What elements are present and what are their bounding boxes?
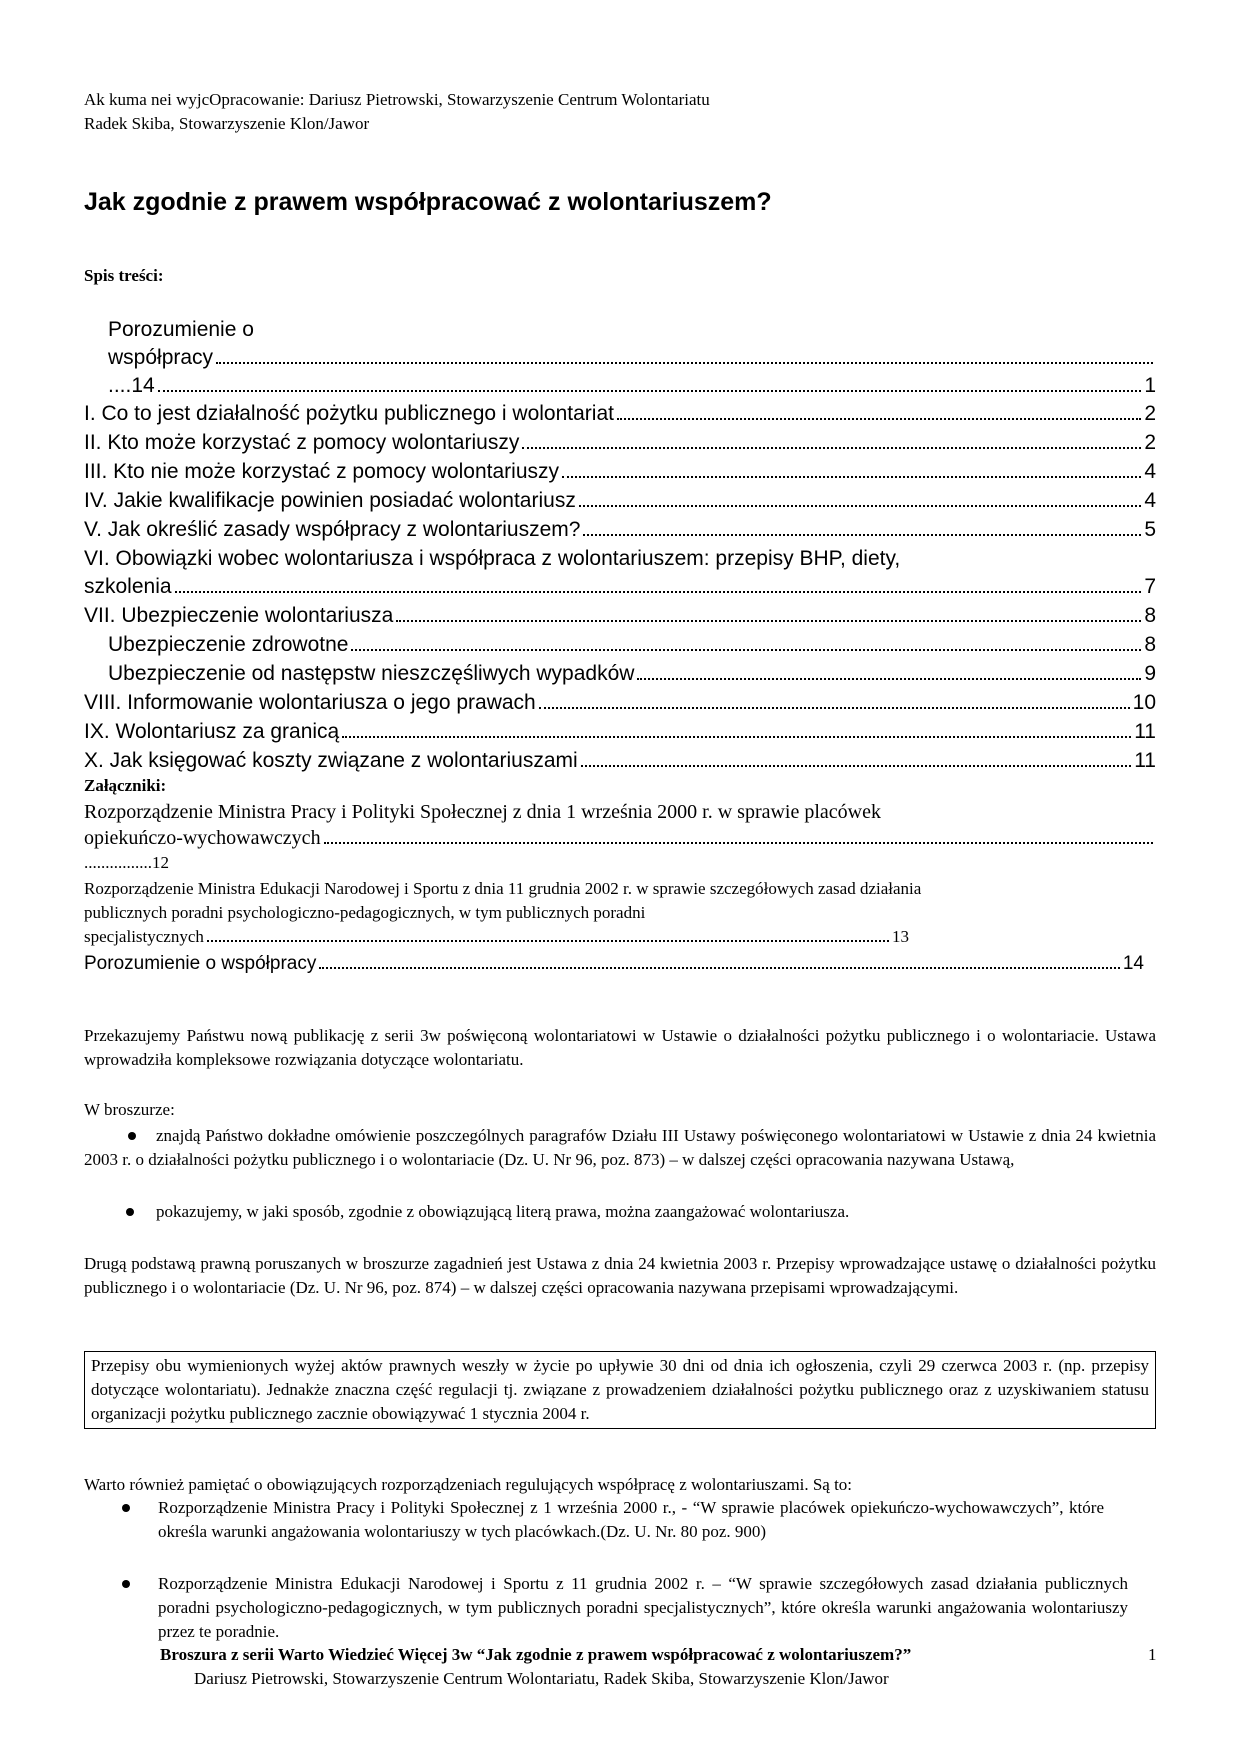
- toc-item-label: VII. Ubezpieczenie wolontariusza: [84, 604, 394, 627]
- toc-subitem[interactable]: [108, 660, 1156, 688]
- toc-item-page: 5: [1144, 518, 1156, 541]
- toc-item-label: Porozumienie o współpracy: [84, 953, 317, 974]
- bullet-item: pokazujemy, w jaki sposób, zgodnie z obowiązującą literą prawa, można zaangażować wolontariusza.: [156, 1202, 850, 1221]
- bullet-item: Rozporządzenie Ministra Edukacji Narodowej i Sportu z 11 grudnia 2002 r. – “W sprawie szczegółowych zasad działania publicznych poradni psychologiczno-pedagogicznych, w tym publicznych poradni specjalistycznych”, które określa warunki angażowania wolontariuszy przez te poradnie.: [158, 1574, 1128, 1641]
- attachment-2-line2[interactable]: publicznych poradni psychologiczno-pedagogicznych, w tym publicznych poradni: [84, 903, 646, 922]
- toc-leader: [207, 940, 889, 942]
- toc-item-page: 2: [1144, 431, 1156, 454]
- toc-item-label: Ubezpieczenie od następstw nieszczęśliwych wypadków: [108, 662, 635, 685]
- toc-item-page: 4: [1144, 489, 1156, 512]
- toc-leader: [579, 505, 1141, 507]
- toc-item-page: 13: [892, 927, 909, 946]
- toc-item-label: Ubezpieczenie zdrowotne: [108, 633, 349, 656]
- toc-item-label: szkolenia: [84, 575, 172, 598]
- footer-authors: Dariusz Pietrowski, Stowarzyszenie Centrum Wolontariatu, Radek Skiba, Stowarzyszenie Klon/Jawor: [194, 1669, 889, 1688]
- toc-item-page: 8: [1144, 633, 1156, 656]
- regulations-intro: Warto również pamiętać o obowiązujących rozporządzeniach regulujących współpracę z wolontariuszami. Są to:: [84, 1475, 853, 1494]
- bullet-item: Rozporządzenie Ministra Pracy i Polityki Społecznej z 1 września 2000 r., - “W sprawie placówek opiekuńczo-wychowawczych”, które określa warunki angażowania wolontariuszy w tych placówkach.(Dz. U. Nr. 80 poz. 900): [158, 1498, 1104, 1541]
- intro-paragraph: Przekazujemy Państwu nową publikację z serii 3w poświęconą wolontariatowi w Ustawie o działalności pożytku publicznego i o wolontariacie. Ustawa wprowadziła kompleksowe rozwiązania dotyczące wolontariatu.: [84, 1026, 1156, 1069]
- toc-item-label: V. Jak określić zasady współpracy z wolontariuszem?: [84, 518, 581, 541]
- attachments-heading: Załączniki:: [84, 776, 167, 795]
- toc-item-label: specjalistycznych: [84, 927, 204, 946]
- toc-leader: [562, 476, 1141, 478]
- attachment-3[interactable]: [84, 951, 1144, 977]
- header-line-1: Ak kuma nei wyjcOpracowanie: Dariusz Pietrowski, Stowarzyszenie Centrum Wolontariatu: [84, 90, 710, 109]
- toc-item[interactable]: [84, 573, 1156, 601]
- toc-item[interactable]: [84, 516, 1156, 544]
- toc-item-page: 8: [1144, 604, 1156, 627]
- toc-item[interactable]: [84, 487, 1156, 515]
- toc-leader: [617, 418, 1141, 420]
- toc-item-page: 7: [1144, 575, 1156, 598]
- attachment-2-line1[interactable]: Rozporządzenie Ministra Edukacji Narodowej i Sportu z dnia 11 grudnia 2002 r. w sprawie szczegółowych zasad działania: [84, 879, 922, 898]
- toc-item-first-line2[interactable]: [108, 344, 1156, 372]
- toc-subitem[interactable]: [108, 631, 1156, 659]
- toc-item-page: 11: [1134, 749, 1156, 772]
- toc-leader: [319, 967, 1120, 969]
- toc-item-label: IX. Wolontariusz za granicą: [84, 720, 340, 743]
- toc-item-first-line1[interactable]: Porozumienie o: [108, 318, 254, 341]
- footer-title: Broszura z serii Warto Wiedzieć Więcej 3w “Jak zgodnie z prawem współpracować z wolontariuszem?”: [160, 1645, 912, 1664]
- toc-heading: Spis treści:: [84, 266, 164, 285]
- attachment-2-line3[interactable]: [84, 925, 909, 949]
- toc-item-label: II. Kto może korzystać z pomocy wolontariuszy: [84, 431, 520, 454]
- toc-leader: [216, 362, 1153, 364]
- toc-item-page: 14: [1122, 953, 1144, 974]
- toc-item[interactable]: [84, 689, 1156, 717]
- toc-item[interactable]: [84, 602, 1156, 630]
- header-line-2: Radek Skiba, Stowarzyszenie Klon/Jawor: [84, 114, 370, 133]
- toc-item[interactable]: [84, 400, 1156, 428]
- page-number: 1: [1148, 1645, 1157, 1664]
- bullet-icon: [122, 1580, 130, 1588]
- toc-leader: [522, 447, 1141, 449]
- toc-leader: [351, 649, 1141, 651]
- toc-leader: [637, 678, 1141, 680]
- attachment-1-line3[interactable]: ................12: [84, 853, 169, 872]
- toc-item-label: X. Jak księgować koszty związane z wolontariuszami: [84, 749, 578, 772]
- toc-leader: [175, 591, 1142, 593]
- document-title: Jak zgodnie z prawem współpracować z wolontariuszem?: [84, 188, 772, 216]
- toc-item[interactable]: [84, 429, 1156, 457]
- toc-item-page: 2: [1144, 402, 1156, 425]
- toc-item[interactable]: [84, 718, 1156, 746]
- toc-item-first-line3[interactable]: [108, 372, 1156, 400]
- toc-item-page: 1: [1144, 374, 1156, 397]
- second-basis-paragraph: Drugą podstawą prawną poruszanych w broszurze zagadnień jest Ustawa z dnia 24 kwietnia 2003 r. Przepisy wprowadzające ustawę o działalności pożytku publicznego i o wolontariacie (Dz. U. Nr 96, poz. 874) – w dalszej części opracowania nazywana przepisami wprowadzającymi.: [84, 1254, 1156, 1297]
- toc-item-page: 4: [1144, 460, 1156, 483]
- toc-leader: [583, 534, 1141, 536]
- toc-item-page: 10: [1132, 691, 1156, 714]
- broszura-label: W broszurze:: [84, 1100, 175, 1119]
- toc-leader: [396, 620, 1141, 622]
- toc-item-label: III. Kto nie może korzystać z pomocy wolontariuszy: [84, 460, 560, 483]
- toc-item-page: 11: [1134, 720, 1156, 743]
- toc-leader: [342, 736, 1131, 738]
- bullet-item: znajdą Państwo dokładne omówienie poszczególnych paragrafów Działu III Ustawy poświęconego wolontariatowi w Ustawie z dnia 24 kwietnia 2003 r. o działalności pożytku publicznego i o wolontariacie (Dz. U. Nr 96, poz. 873) – w dalszej części opracowania nazywana Ustawą,: [84, 1126, 1156, 1169]
- attachment-1-line2[interactable]: [84, 825, 1156, 851]
- toc-leader: [581, 765, 1131, 767]
- toc-leader: [324, 842, 1153, 844]
- bullet-icon: [126, 1208, 134, 1216]
- notice-box: Przepisy obu wymienionych wyżej aktów prawnych weszły w życie po upływie 30 dni od dnia ich ogłoszenia, czyli 29 czerwca 2003 r. (np. przepisy dotyczące wolontariatu). Jednakże znaczna część regulacji tj. związane z prowadzeniem działalności pożytku publicznego oraz z uzyskiwaniem statusu organizacji pożytku publicznego zacznie obowiązywać 1 stycznia 2004 r.: [84, 1351, 1156, 1429]
- toc-item-label: VIII. Informowanie wolontariusza o jego prawach: [84, 691, 536, 714]
- toc-item-label: współpracy: [108, 346, 214, 369]
- bullet-icon: [122, 1504, 130, 1512]
- toc-item-page: 9: [1144, 662, 1156, 685]
- toc-leader: [539, 707, 1130, 709]
- toc-item-label: opiekuńczo-wychowawczych: [84, 827, 321, 849]
- attachment-1-line1[interactable]: Rozporządzenie Ministra Pracy i Polityki Społecznej z dnia 1 września 2000 r. w sprawie placówek: [84, 801, 881, 823]
- toc-item-label: I. Co to jest działalność pożytku publicznego i wolontariat: [84, 402, 614, 425]
- toc-item-label: ....14: [108, 374, 155, 397]
- toc-item[interactable]: [84, 747, 1156, 775]
- document-header: [84, 88, 710, 136]
- toc-item-label: IV. Jakie kwalifikacje powinien posiadać wolontariusz: [84, 489, 576, 512]
- toc-item[interactable]: [84, 458, 1156, 486]
- toc-item-wrapped-line1[interactable]: VI. Obowiązki wobec wolontariusza i współpraca z wolontariuszem: przepisy BHP, diety,: [84, 547, 901, 570]
- toc-leader: [158, 390, 1142, 392]
